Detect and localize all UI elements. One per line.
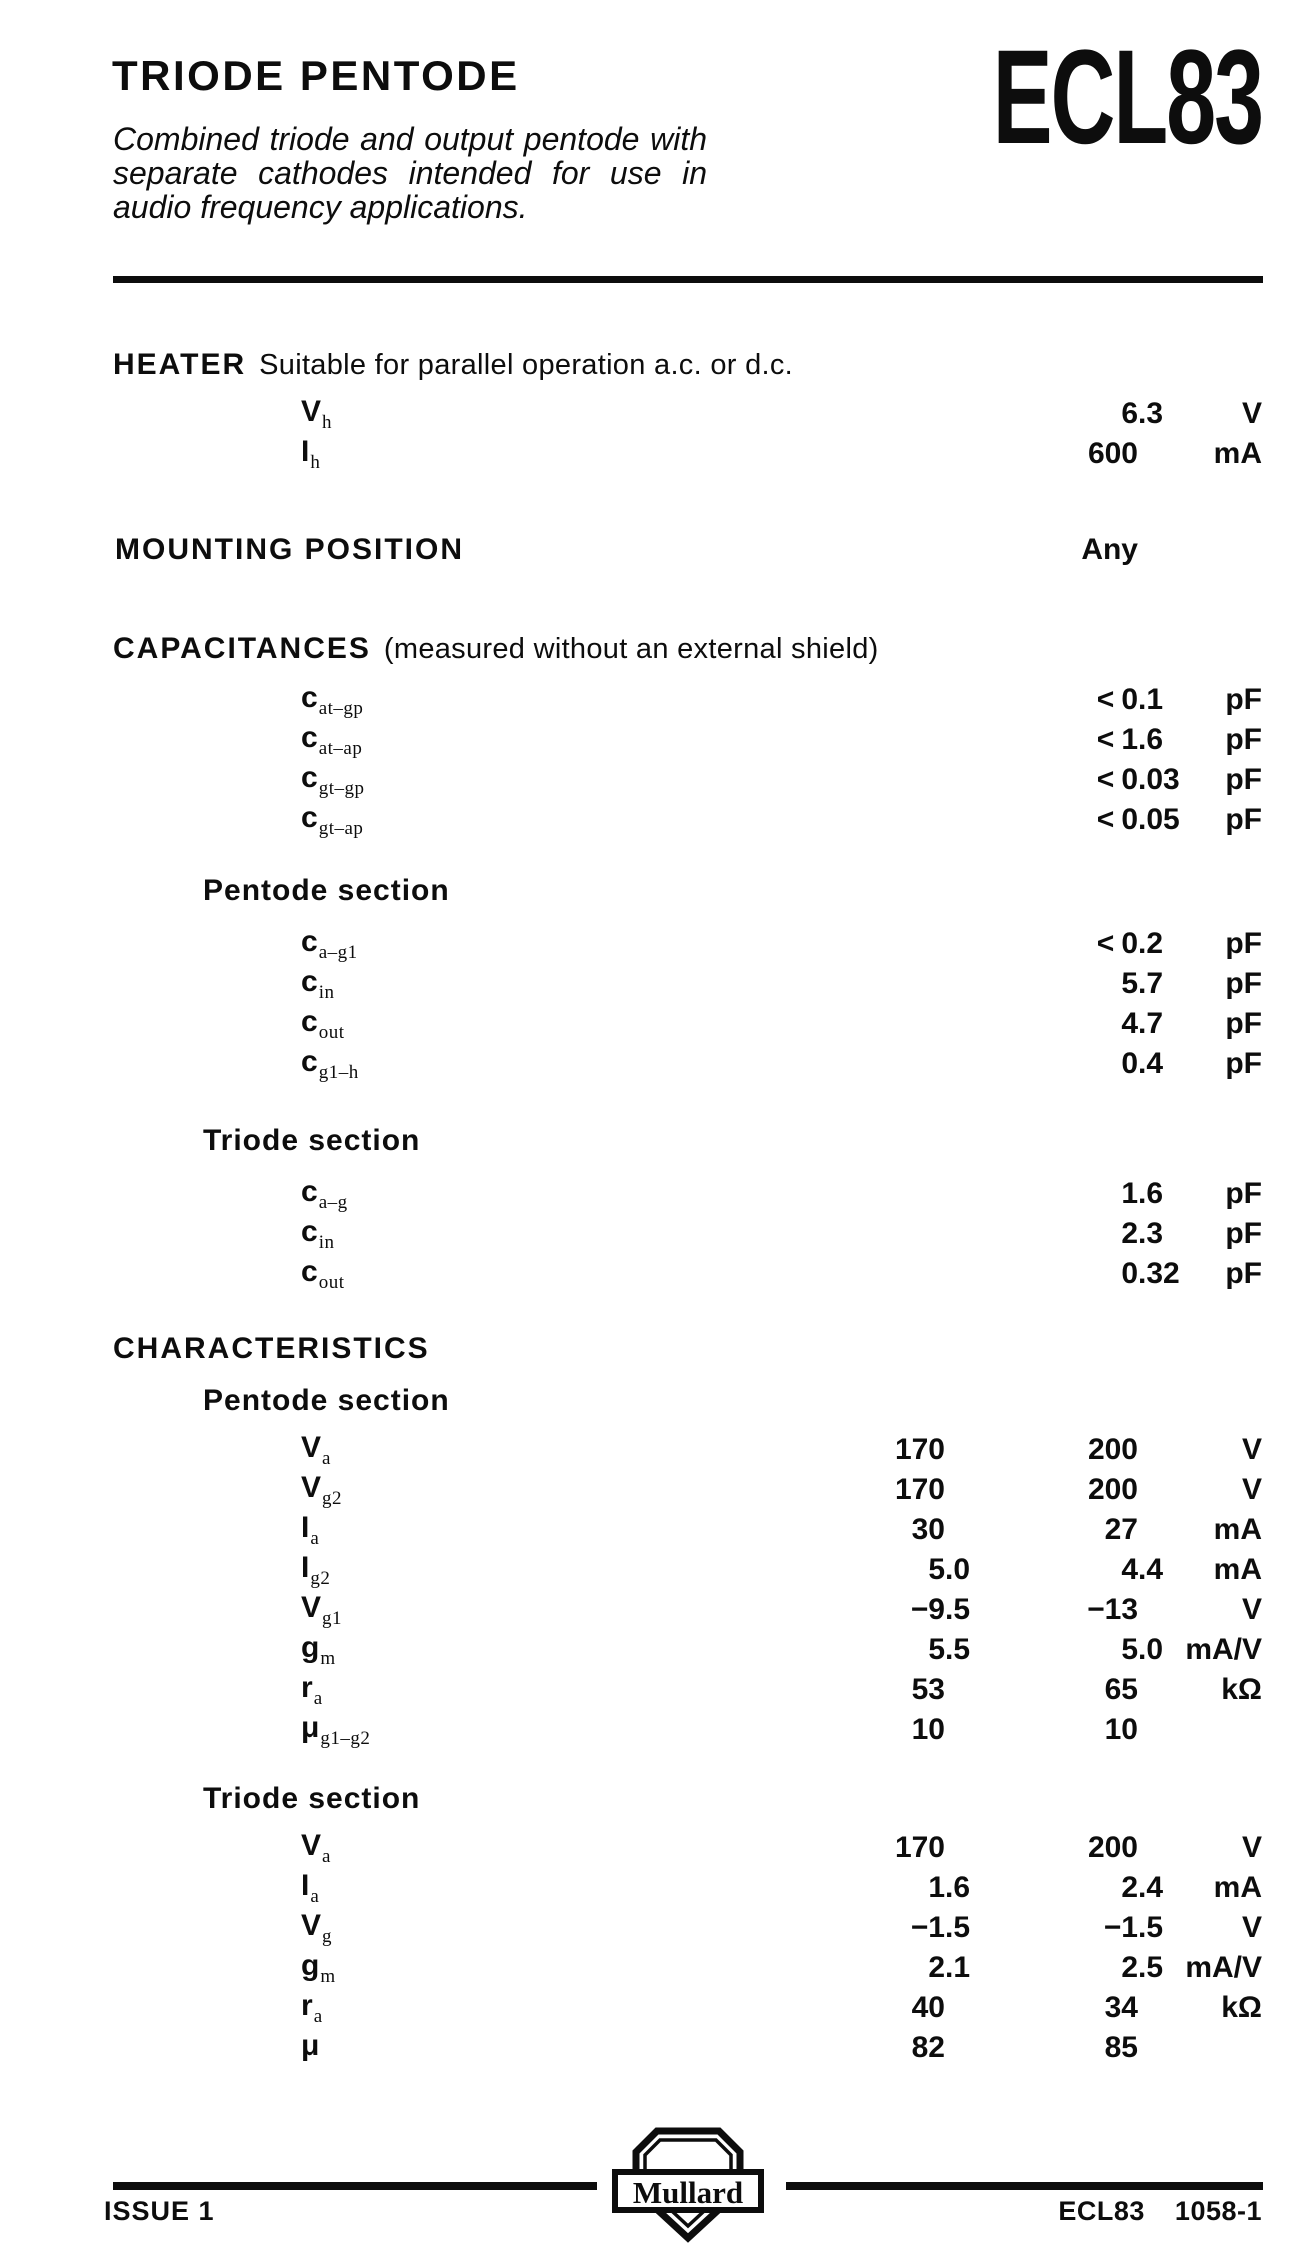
- unit: pF: [1225, 803, 1262, 836]
- value: 0: [1121, 1047, 1138, 1080]
- capacitances-pentode-rows: [115, 922, 1262, 1082]
- value-condition-1: −1: [910, 1911, 945, 1944]
- unit: V: [1241, 397, 1262, 430]
- symbol: $c_{gt-gp}$: [301, 761, 365, 799]
- value-condition-1: −9: [910, 1593, 945, 1626]
- capacitances-triode-rows: [115, 1172, 1262, 1292]
- value: 2: [1121, 1217, 1138, 1250]
- unit: V: [1241, 1433, 1262, 1466]
- row-cout-pentode: $c_{out}$ 4 .7 pF: [115, 1002, 1262, 1042]
- value-condition-2: 200: [1087, 1831, 1138, 1864]
- symbol: $r_a$: [301, 1671, 323, 1709]
- description-line: audio frequency applications.: [113, 189, 528, 225]
- value: 6: [1121, 397, 1138, 430]
- value-condition-1: 5: [928, 1553, 945, 1586]
- value-condition-1: 10: [911, 1713, 945, 1746]
- unit: pF: [1225, 1047, 1262, 1080]
- value-condition-2: 200: [1087, 1433, 1138, 1466]
- row-ca-g: $c_{a-g}$ 1 .6 pF: [115, 1172, 1262, 1212]
- symbol: $c_{a-g}$: [301, 1175, 348, 1213]
- value: 600: [1087, 437, 1138, 470]
- mounting-value: Any: [1081, 533, 1138, 566]
- unit: mA/V: [1185, 1951, 1262, 1984]
- symbol: $V_g$: [301, 1909, 333, 1947]
- footer-product-code: ECL83: [1058, 2196, 1145, 2226]
- value-condition-2: 85: [1104, 2031, 1138, 2064]
- value: < 0: [1096, 803, 1138, 836]
- mullard-logo-text: Mullard: [632, 2175, 744, 2210]
- unit: V: [1241, 1831, 1262, 1864]
- value-condition-2: 5: [1121, 1633, 1138, 1666]
- product-description: [113, 122, 707, 224]
- capacitances-triode-heading: Triode section: [203, 1124, 421, 1157]
- row-va-pentode: [115, 1428, 1262, 1468]
- value: < 0: [1096, 927, 1138, 960]
- footer-issue: ISSUE 1: [104, 2196, 215, 2226]
- symbol: $I_a$: [301, 1869, 320, 1907]
- value: 1: [1121, 1177, 1138, 1210]
- capacitances-pentode-heading: Pentode section: [203, 874, 450, 907]
- value-condition-1: 170: [894, 1831, 945, 1864]
- unit: pF: [1225, 967, 1262, 1000]
- row-cgt-ap: $c_{gt-ap}$ < 0 .05 pF: [115, 798, 1262, 838]
- heater-rows: [115, 392, 1262, 472]
- row-vg2: [115, 1468, 1262, 1508]
- row-gm-triode: $g_m$ 2 .1 2 .5 mA/V: [115, 1946, 1262, 1986]
- symbol: $V_a$: [301, 1829, 331, 1867]
- unit: pF: [1225, 1177, 1262, 1210]
- row-cgt-gp: $c_{gt-gp}$ < 0 .03 pF: [115, 758, 1262, 798]
- value-condition-1: 53: [911, 1673, 945, 1706]
- symbol: $\mu_{g1-g2}$: [301, 1711, 371, 1749]
- value-condition-2: −13: [1087, 1593, 1138, 1626]
- characteristics-heading: CHARACTERISTICS: [113, 1332, 430, 1365]
- row-cg1-h: $c_{g1-h}$ 0 .4 pF: [115, 1042, 1262, 1082]
- characteristics-triode-heading: Triode section: [203, 1782, 421, 1815]
- symbol: $I_h$: [301, 435, 321, 473]
- value: < 1: [1096, 723, 1138, 756]
- capacitances-main-rows: [115, 678, 1262, 838]
- value-condition-1: 170: [894, 1473, 945, 1506]
- value-condition-2: −1: [1103, 1911, 1138, 1944]
- unit: pF: [1225, 1217, 1262, 1250]
- row-ig2: $I_{g2}$ 5 .0 4 .4 mA: [115, 1548, 1262, 1588]
- value-condition-2: 65: [1104, 1673, 1138, 1706]
- heater-heading: [113, 348, 793, 382]
- mounting-position-row: [115, 530, 1262, 570]
- characteristics-triode-rows: [115, 1826, 1262, 2066]
- unit: mA/V: [1185, 1633, 1262, 1666]
- unit: kΩ: [1221, 1673, 1262, 1706]
- value-condition-2: 200: [1087, 1473, 1138, 1506]
- heater-heading-label: HEATER: [113, 348, 247, 381]
- value-condition-2: 27: [1104, 1513, 1138, 1546]
- row-mu-g1-g2: [115, 1708, 1262, 1748]
- value-condition-2: 2: [1121, 1951, 1138, 1984]
- symbol: $c_{in}$: [301, 965, 335, 1003]
- row-cin-triode: $c_{in}$ 2 .3 pF: [115, 1212, 1262, 1252]
- symbol: $g_m$: [301, 1631, 336, 1669]
- value-condition-2: 10: [1104, 1713, 1138, 1746]
- unit: mA: [1213, 1513, 1262, 1546]
- unit: V: [1241, 1911, 1262, 1944]
- footer-doc-reference: [1058, 2196, 1262, 2227]
- symbol: $c_{out}$: [301, 1005, 345, 1043]
- symbol: $g_m$: [301, 1949, 336, 1987]
- symbol: $V_{g1}$: [301, 1591, 343, 1629]
- row-vg-triode: $V_g$ −1 .5 −1 .5 V: [115, 1906, 1262, 1946]
- bottom-divider-rule-left: [113, 2182, 597, 2190]
- unit: pF: [1225, 927, 1262, 960]
- value-condition-1: 170: [894, 1433, 945, 1466]
- row-gm-pentode: $g_m$ 5 .5 5 .0 mA/V: [115, 1628, 1262, 1668]
- symbol: $c_{out}$: [301, 1255, 345, 1293]
- symbol: $c_{at-gp}$: [301, 681, 364, 719]
- unit: pF: [1225, 723, 1262, 756]
- row-cout-triode: $c_{out}$ 0 .32 pF: [115, 1252, 1262, 1292]
- characteristics-pentode-heading: Pentode section: [203, 1384, 450, 1417]
- value-condition-2: 2: [1121, 1871, 1138, 1904]
- mounting-heading: MOUNTING POSITION: [115, 533, 464, 566]
- value: 0: [1121, 1257, 1138, 1290]
- page-title: TRIODE PENTODE: [112, 52, 520, 99]
- characteristics-pentode-rows: [115, 1428, 1262, 1748]
- heater-heading-note: Suitable for parallel operation a.c. or d.c.: [259, 349, 794, 381]
- unit: pF: [1225, 683, 1262, 716]
- value-condition-2: 34: [1104, 1991, 1138, 2024]
- unit: kΩ: [1221, 1991, 1262, 2024]
- value: < 0: [1096, 683, 1138, 716]
- row-cin-pentode: $c_{in}$ 5 .7 pF: [115, 962, 1262, 1002]
- bottom-divider-rule-right: [786, 2182, 1263, 2190]
- symbol: $c_{gt-ap}$: [301, 801, 364, 839]
- value-fraction: .3: [1138, 397, 1164, 430]
- unit: mA: [1213, 1871, 1262, 1904]
- value-condition-1: 82: [911, 2031, 945, 2064]
- unit: pF: [1225, 1007, 1262, 1040]
- symbol: $I_a$: [301, 1511, 320, 1549]
- mullard-logo: [612, 2126, 764, 2246]
- unit: mA: [1213, 1553, 1262, 1586]
- symbol: $I_{g2}$: [301, 1551, 331, 1589]
- row-ih: [115, 432, 1262, 472]
- description-line: Combined triode and output pentode with: [113, 121, 707, 157]
- symbol: $c_{g1-h}$: [301, 1045, 359, 1083]
- value: < 0: [1096, 763, 1138, 796]
- footer-doc-number: 1058-1: [1174, 2196, 1262, 2226]
- value-condition-1: 2: [928, 1951, 945, 1984]
- row-ia-triode: $I_a$ 1 .6 2 .4 mA: [115, 1866, 1262, 1906]
- row-vh: [115, 392, 1262, 432]
- capacitances-heading-note: (measured without an external shield): [383, 633, 879, 665]
- row-ra-triode: [115, 1986, 1262, 2026]
- row-vg1: $V_{g1}$ −9 .5 −13 V: [115, 1588, 1262, 1628]
- capacitances-heading: [113, 632, 879, 666]
- symbol: $V_{g2}$: [301, 1471, 343, 1509]
- row-mu-triode: [115, 2026, 1262, 2066]
- row-va-triode: [115, 1826, 1262, 1866]
- symbol: $V_a$: [301, 1431, 331, 1469]
- unit: V: [1241, 1473, 1262, 1506]
- value-condition-2: 4: [1121, 1553, 1138, 1586]
- symbol: μ: [301, 2029, 320, 2062]
- value-condition-1: 30: [911, 1513, 945, 1546]
- unit: pF: [1225, 1257, 1262, 1290]
- symbol: $c_{in}$: [301, 1215, 335, 1253]
- symbol: $c_{at-ap}$: [301, 721, 363, 759]
- unit: mA: [1213, 437, 1262, 470]
- value-condition-1: 40: [911, 1991, 945, 2024]
- row-cat-ap: $c_{at-ap}$ < 1 .6 pF: [115, 718, 1262, 758]
- symbol: $c_{a-g1}$: [301, 925, 358, 963]
- value-condition-1: 1: [928, 1871, 945, 1904]
- top-divider-rule: [113, 276, 1263, 283]
- unit: pF: [1225, 763, 1262, 796]
- product-code: ECL83: [992, 23, 1262, 172]
- value: 5: [1121, 967, 1138, 1000]
- row-ia-pentode: [115, 1508, 1262, 1548]
- row-ca-g1: $c_{a-g1}$ < 0 .2 pF: [115, 922, 1262, 962]
- symbol: $r_a$: [301, 1989, 323, 2027]
- value: 4: [1121, 1007, 1138, 1040]
- symbol: $V_h$: [301, 395, 333, 433]
- row-ra-pentode: [115, 1668, 1262, 1708]
- description-line: separate cathodes intended for use in: [113, 155, 707, 191]
- capacitances-heading-label: CAPACITANCES: [113, 632, 371, 665]
- row-cat-gp: $c_{at-gp}$ < 0 .1 pF: [115, 678, 1262, 718]
- value-condition-1: 5: [928, 1633, 945, 1666]
- unit: V: [1241, 1593, 1262, 1626]
